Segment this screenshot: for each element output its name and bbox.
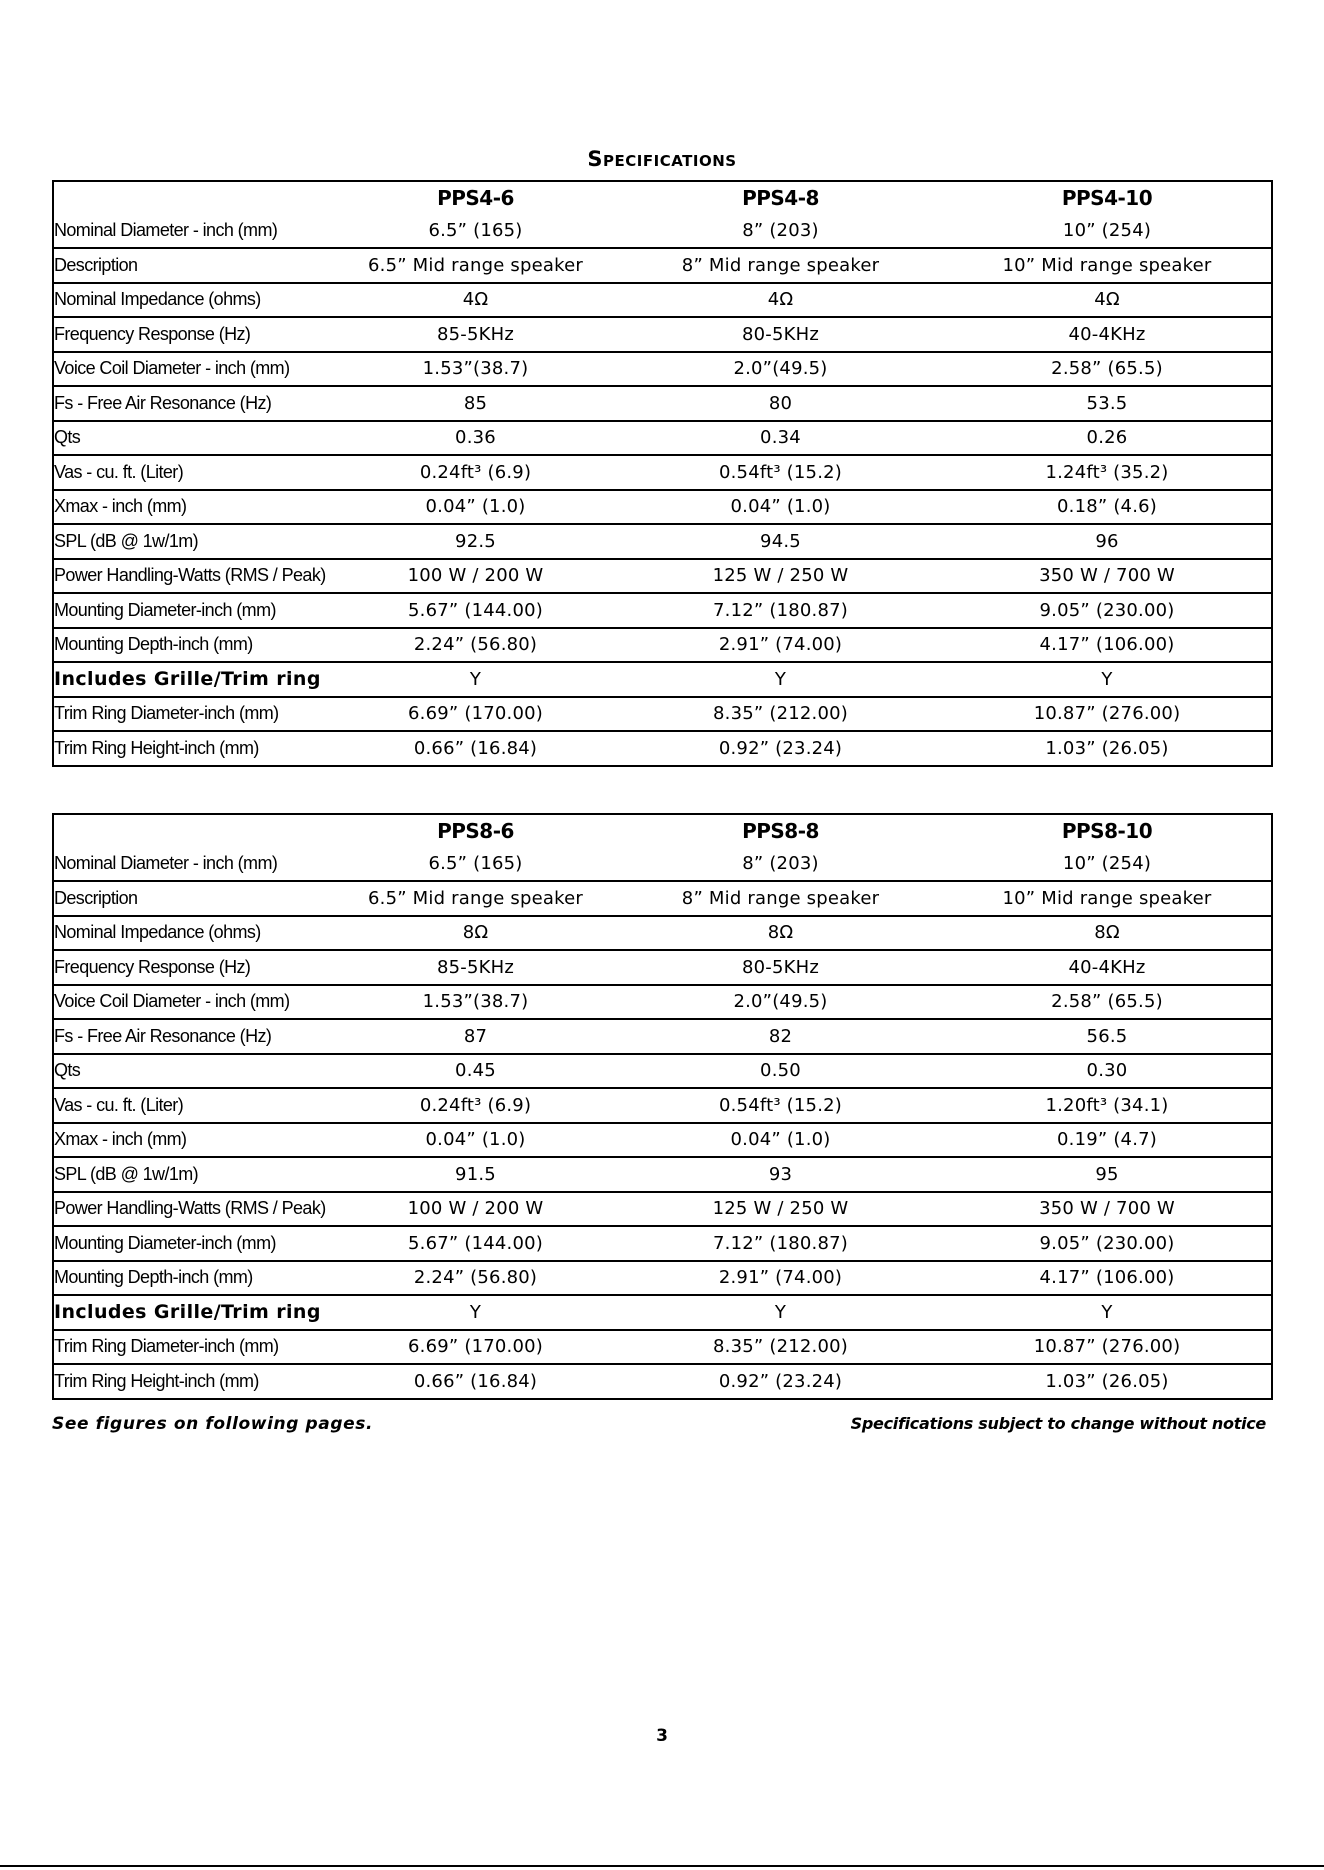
spec-value-cell: 40-4KHz (1068, 323, 1146, 345)
spec-value-cell: 1.53”(38.7) (422, 358, 529, 380)
spec-value-cell: 0.18” (4.6) (1057, 496, 1157, 518)
spec-value-cell: 56.5 (1086, 1025, 1128, 1047)
table-row (53, 524, 1272, 559)
spec-value-cell: Y (1101, 1301, 1113, 1323)
row-label: Vas - cu. ft. (Liter) (54, 1094, 184, 1115)
row-label: Includes Grille/Trim ring (54, 668, 321, 691)
spec-value-cell: 40-4KHz (1068, 956, 1146, 978)
table-row (53, 1226, 1272, 1261)
bottom-rule (0, 1865, 1324, 1867)
table-row (53, 1019, 1272, 1054)
row-label: Trim Ring Height-inch (mm) (54, 1370, 259, 1391)
table-row (53, 731, 1272, 766)
footnote-specs-subject-to-change: Specifications subject to change without notice (850, 1414, 1266, 1433)
table-row (53, 421, 1272, 456)
spec-value-cell: 0.66” (16.84) (413, 737, 538, 759)
table-row (53, 1364, 1272, 1399)
spec-table-pps8 (52, 813, 1273, 1400)
row-label: Power Handling-Watts (RMS / Peak) (54, 565, 326, 586)
spec-value-cell: 100 W / 200 W (407, 565, 544, 587)
row-label: Trim Ring Height-inch (mm) (54, 737, 259, 758)
spec-value-cell: 0.34 (760, 427, 801, 449)
spec-value-cell: 1.20ft³ (34.1) (1045, 1094, 1169, 1116)
spec-value-cell: 10.87” (276.00) (1033, 703, 1181, 725)
spec-value-cell: 96 (1095, 530, 1119, 552)
row-label: Mounting Depth-inch (mm) (54, 634, 253, 655)
row-label: Mounting Diameter-inch (mm) (54, 599, 276, 620)
page-number: 3 (656, 1726, 668, 1746)
spec-value-cell: 2.91” (74.00) (718, 1267, 843, 1289)
spec-value-cell: 8.35” (212.00) (713, 1336, 848, 1358)
row-label: SPL (dB @ 1w/1m) (54, 1163, 199, 1184)
spec-value-cell: 4.17” (106.00) (1039, 1267, 1175, 1289)
spec-value-cell: 8Ω (767, 922, 794, 944)
spec-value-cell: 4Ω (1094, 289, 1120, 311)
spec-value-cell: 95 (1095, 1163, 1119, 1185)
spec-value-cell: 10” (254) (1062, 853, 1152, 875)
spec-value-cell: 6.5” Mid range speaker (368, 254, 583, 276)
spec-value-cell: 1.03” (26.05) (1045, 737, 1169, 759)
spec-value-cell: 2.0”(49.5) (733, 358, 828, 380)
row-label: Includes Grille/Trim ring (54, 1301, 321, 1324)
table-row (53, 455, 1272, 490)
spec-value-cell: 7.12” (180.87) (713, 1232, 848, 1254)
spec-table-pps4 (52, 180, 1273, 767)
table-row (53, 248, 1272, 283)
spec-value-cell: 6.69” (170.00) (408, 1336, 543, 1358)
spec-value-cell: 0.26 (1086, 427, 1128, 449)
spec-value-cell: 0.04” (1.0) (425, 496, 526, 518)
spec-value-cell: 80 (768, 392, 793, 414)
table-header-row (53, 814, 1272, 848)
spec-value-cell: 6.5” (165) (428, 853, 523, 875)
spec-value-cell: 0.04” (1.0) (730, 496, 831, 518)
table-row (53, 1295, 1272, 1330)
row-label: Nominal Impedance (ohms) (54, 922, 261, 943)
header-blank-cell (53, 181, 333, 215)
spec-value-cell: 4Ω (767, 289, 794, 311)
row-label: Qts (54, 1060, 81, 1081)
table-row (53, 697, 1272, 732)
row-label: Vas - cu. ft. (Liter) (54, 461, 184, 482)
table-row (53, 1088, 1272, 1123)
spec-value-cell: 0.04” (1.0) (730, 1129, 831, 1151)
model-header: PPS4-8 (742, 186, 819, 211)
spec-value-cell: 93 (768, 1163, 793, 1185)
table-row (53, 1261, 1272, 1296)
spec-value-cell: 1.03” (26.05) (1045, 1370, 1169, 1392)
row-label: Voice Coil Diameter - inch (mm) (54, 991, 290, 1012)
row-label: Xmax - inch (mm) (54, 496, 187, 517)
model-header: PPS4-10 (1061, 186, 1153, 211)
table-row (53, 985, 1272, 1020)
spec-value-cell: 4.17” (106.00) (1039, 634, 1175, 656)
spec-value-cell: 10” Mid range speaker (1002, 254, 1212, 276)
table-row (53, 593, 1272, 628)
spec-value-cell: 0.54ft³ (15.2) (718, 1094, 843, 1116)
header-blank-cell (53, 814, 333, 848)
spec-value-cell: 350 W / 700 W (1039, 1198, 1175, 1220)
spec-value-cell: 8” Mid range speaker (681, 887, 880, 909)
row-label: Trim Ring Diameter-inch (mm) (54, 703, 279, 724)
table-row (53, 916, 1272, 951)
spec-value-cell: 85-5KHz (436, 323, 515, 345)
table-row (53, 1157, 1272, 1192)
row-label: Description (54, 887, 138, 908)
spec-value-cell: 0.24ft³ (6.9) (419, 1094, 532, 1116)
spec-value-cell: 9.05” (230.00) (1039, 599, 1175, 621)
model-header: PPS4-6 (437, 186, 514, 211)
row-label: Nominal Impedance (ohms) (54, 289, 261, 310)
spec-value-cell: 2.0”(49.5) (733, 991, 828, 1013)
spec-value-cell: 82 (768, 1025, 793, 1047)
spec-value-cell: 2.58” (65.5) (1051, 991, 1163, 1013)
spec-value-cell: 85 (463, 392, 488, 414)
spec-value-cell: 1.53”(38.7) (422, 991, 529, 1013)
spec-value-cell: 350 W / 700 W (1039, 565, 1175, 587)
spec-value-cell: 85-5KHz (436, 956, 515, 978)
table-row (53, 848, 1272, 882)
row-label: Nominal Diameter - inch (mm) (54, 853, 278, 874)
spec-value-cell: 9.05” (230.00) (1039, 1232, 1175, 1254)
spec-value-cell: 0.92” (23.24) (718, 737, 843, 759)
row-label: SPL (dB @ 1w/1m) (54, 530, 199, 551)
spec-value-cell: Y (774, 1301, 787, 1323)
page-title: Specifications (587, 147, 737, 171)
spec-value-cell: 2.24” (56.80) (413, 1267, 538, 1289)
table-row (53, 352, 1272, 387)
table-row (53, 662, 1272, 697)
spec-value-cell: 0.36 (455, 427, 496, 449)
spec-value-cell: Y (469, 1301, 482, 1323)
table-row (53, 950, 1272, 985)
spec-value-cell: 0.04” (1.0) (425, 1129, 526, 1151)
spec-value-cell: 91.5 (455, 1163, 496, 1185)
row-label: Description (54, 254, 138, 275)
table-row (53, 881, 1272, 916)
spec-value-cell: 53.5 (1086, 392, 1128, 414)
spec-value-cell: 94.5 (760, 530, 801, 552)
spec-value-cell: 80-5KHz (741, 956, 820, 978)
spec-value-cell: 8” (203) (742, 853, 819, 875)
spec-value-cell: 8” (203) (742, 220, 819, 242)
table-row (53, 490, 1272, 525)
spec-value-cell: 0.19” (4.7) (1057, 1129, 1157, 1151)
spec-value-cell: 0.92” (23.24) (718, 1370, 843, 1392)
model-header: PPS8-6 (437, 819, 514, 844)
row-label: Trim Ring Diameter-inch (mm) (54, 1336, 279, 1357)
row-label: Qts (54, 427, 81, 448)
spec-value-cell: 80-5KHz (741, 323, 820, 345)
spec-value-cell: 0.50 (760, 1060, 801, 1082)
spec-value-cell: 1.24ft³ (35.2) (1045, 461, 1169, 483)
spec-value-cell: 0.66” (16.84) (413, 1370, 538, 1392)
spec-value-cell: Y (774, 668, 787, 690)
row-label: Fs - Free Air Resonance (Hz) (54, 1025, 272, 1046)
spec-value-cell: 4Ω (462, 289, 489, 311)
spec-value-cell: 10” (254) (1062, 220, 1152, 242)
spec-value-cell: Y (469, 668, 482, 690)
row-label: Mounting Diameter-inch (mm) (54, 1232, 276, 1253)
spec-value-cell: 0.24ft³ (6.9) (419, 461, 532, 483)
footnote-see-figures: See figures on following pages. (52, 1414, 374, 1434)
spec-value-cell: 2.91” (74.00) (718, 634, 843, 656)
spec-value-cell: 92.5 (455, 530, 496, 552)
spec-value-cell: 7.12” (180.87) (713, 599, 848, 621)
row-label: Nominal Diameter - inch (mm) (54, 220, 278, 241)
table-row (53, 628, 1272, 663)
spec-value-cell: 2.24” (56.80) (413, 634, 538, 656)
row-label: Voice Coil Diameter - inch (mm) (54, 358, 290, 379)
spec-value-cell: 5.67” (144.00) (408, 1232, 543, 1254)
row-label: Mounting Depth-inch (mm) (54, 1267, 253, 1288)
spec-value-cell: 10” Mid range speaker (1002, 887, 1212, 909)
spec-value-cell: 2.58” (65.5) (1051, 358, 1163, 380)
table-row (53, 283, 1272, 318)
spec-value-cell: 125 W / 250 W (712, 565, 849, 587)
table-row (53, 1192, 1272, 1227)
spec-value-cell: 0.30 (1086, 1060, 1128, 1082)
table-row (53, 1123, 1272, 1158)
table-row (53, 1054, 1272, 1089)
spec-value-cell: 6.5” (165) (428, 220, 523, 242)
spec-value-cell: 125 W / 250 W (712, 1198, 849, 1220)
spec-value-cell: Y (1101, 668, 1113, 690)
row-label: Frequency Response (Hz) (54, 956, 251, 977)
table-header-row (53, 181, 1272, 215)
spec-value-cell: 5.67” (144.00) (408, 599, 543, 621)
spec-value-cell: 8” Mid range speaker (681, 254, 880, 276)
spec-value-cell: 100 W / 200 W (407, 1198, 544, 1220)
spec-value-cell: 6.5” Mid range speaker (368, 887, 583, 909)
spec-value-cell: 87 (463, 1025, 488, 1047)
table-row (53, 317, 1272, 352)
row-label: Power Handling-Watts (RMS / Peak) (54, 1198, 326, 1219)
model-header: PPS8-8 (742, 819, 819, 844)
row-label: Xmax - inch (mm) (54, 1129, 187, 1150)
table-row (53, 1330, 1272, 1365)
spec-value-cell: 0.54ft³ (15.2) (718, 461, 843, 483)
spec-value-cell: 0.45 (455, 1060, 496, 1082)
row-label: Frequency Response (Hz) (54, 323, 251, 344)
table-row (53, 215, 1272, 249)
spec-value-cell: 8.35” (212.00) (713, 703, 848, 725)
spec-value-cell: 10.87” (276.00) (1033, 1336, 1181, 1358)
table-row (53, 386, 1272, 421)
row-label: Fs - Free Air Resonance (Hz) (54, 392, 272, 413)
spec-value-cell: 8Ω (462, 922, 489, 944)
table-row (53, 559, 1272, 594)
spec-value-cell: 6.69” (170.00) (408, 703, 543, 725)
spec-value-cell: 8Ω (1094, 922, 1120, 944)
model-header: PPS8-10 (1061, 819, 1153, 844)
